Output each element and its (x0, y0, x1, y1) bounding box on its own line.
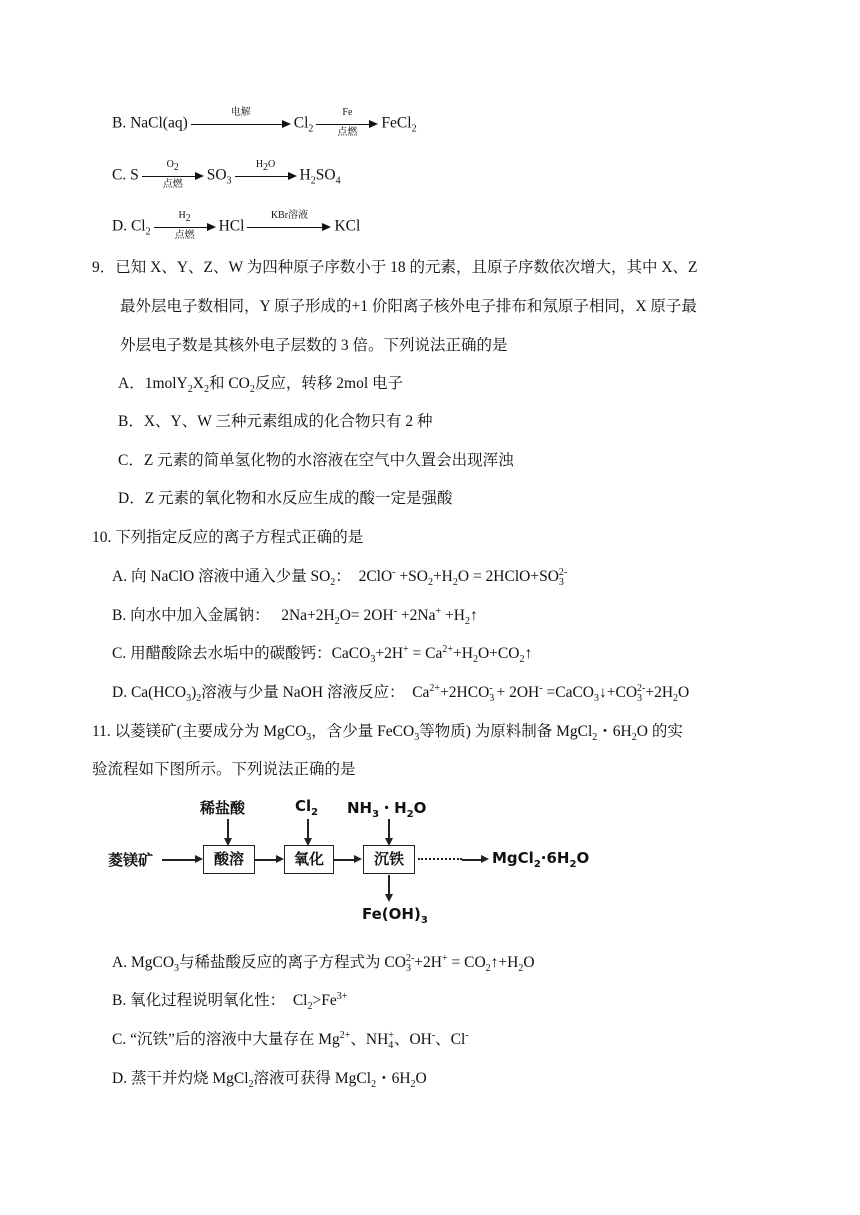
q11-option-c: C. “沉铁”后的溶液中大量存在 $Mg^{2+}$、$NH_4^+$、OH-、Cl- (112, 1029, 469, 1052)
q9-option-c: C．Z 元素的简单氢化物的水溶液在空气中久置会出现浑浊 (118, 452, 514, 469)
step-iron-precipitation: 沉铁 (363, 845, 415, 874)
reaction-arrow: KBr溶液 (247, 213, 331, 241)
q9-stem-line3: 外层电子数是其核外电子层数的 3 倍。下列说法正确的是 (120, 337, 508, 354)
q11-option-b: B. 氧化过程说明氧化性： $Cl_2>Fe^{3+}$ (112, 990, 348, 1013)
q10-option-a: A. 向 NaClO 溶液中通入少量 $SO_2$： $2ClO^- +SO_2+H_2O$ = $2HClO+SO_3^{2-}$ (112, 566, 568, 589)
q10-option-b: B. 向水中加入金属钠： $2Na+2H_2O= 2OH^- +2Na^+$ $+H_2↑$ (112, 605, 478, 628)
q10-stem: 10. 下列指定反应的离子方程式正确的是 (92, 529, 364, 546)
q8-option-c: C. S $O_2$ 点燃 $SO_3$ $H_2O$ $H_2SO_4$ (112, 159, 341, 190)
q9-option-b: B．X、Y、W 三种元素组成的化合物只有 2 种 (118, 413, 433, 430)
q10-option-c: C. 用醋酸除去水垢中的碳酸钙：CaCO$_3$+2H+ = $Ca^{2+}+H_2O+CO_2↑$ (112, 643, 533, 666)
q9-stem-line2: 最外层电子数相同，Y 原子形成的+1 价阳离子核外电子排布和氖原子相同，X 原子最 (120, 298, 697, 315)
reaction-arrow: Fe 点燃 (316, 110, 378, 138)
q9-stem-line1: 9．已知 X、Y、Z、W 为四种原子序数小于 18 的元素，且原子序数依次增大，其中 X、Z (92, 259, 698, 276)
product: $MgCl_2\cdot 6H_2O$ (492, 849, 590, 870)
reaction-arrow: $H_2O$ (235, 162, 297, 190)
q8-option-b: B. NaCl(aq) 电解 $Cl_2$ Fe 点燃 FeCl$_2$ (112, 107, 417, 138)
reagent-ammonia-water: $NH_3$・$H_2O$ (347, 799, 427, 820)
step-acid-dissolve: 酸溶 (203, 845, 255, 874)
q11-stem-line1: 11. 以菱镁矿(主要成分为 MgCO$_3$，含少量 FeCO$_3$等物质) 为原料制备 MgCl$_2$・$6H_2O$ 的实 (92, 723, 683, 744)
reaction-arrow: 电解 (191, 110, 291, 138)
q9-option-d: D．Z 元素的氧化物和水反应生成的酸一定是强酸 (118, 490, 453, 507)
reaction-arrow: $H_2$ 点燃 (154, 213, 216, 241)
byproduct: $Fe(OH)_3$ (362, 905, 428, 926)
q8-option-d: D. $Cl_2$ $H_2$ 点燃 HCl KBr溶液 KCl (112, 210, 361, 241)
q9-option-a: A．$1molY_2X_2$和 $CO_2$反应，转移 2mol 电子 (118, 375, 404, 396)
process-flow-diagram (100, 795, 600, 925)
start-material: 菱镁矿 (108, 851, 154, 869)
reaction-arrow: $O_2$ 点燃 (142, 162, 204, 190)
q10-option-d: D. $Ca(HCO_3)_2$溶液与少量 NaOH 溶液反应： $Ca^{2+}+2HCO_3^- + 2OH^-$ $=CaCO_3↓+CO_3^{2-}+2H_2O$ (112, 682, 690, 705)
reagent-chlorine: $Cl_2$ (295, 797, 319, 818)
q11-option-d: D. 蒸干并灼烧 MgCl$_2$溶液可获得 MgCl$_2$・$6H_2O$ (112, 1070, 427, 1091)
step-oxidation: 氧化 (284, 845, 334, 874)
reagent-hydrochloric-acid: 稀盐酸 (200, 799, 246, 817)
q11-stem-line2: 验流程如下图所示。下列说法正确的是 (92, 761, 356, 778)
q11-option-a: A. MgCO$_3$与稀盐酸反应的离子方程式为 $CO_3^{2-}+2H^+$ = $CO_2↑+H_2O$ (112, 952, 535, 975)
